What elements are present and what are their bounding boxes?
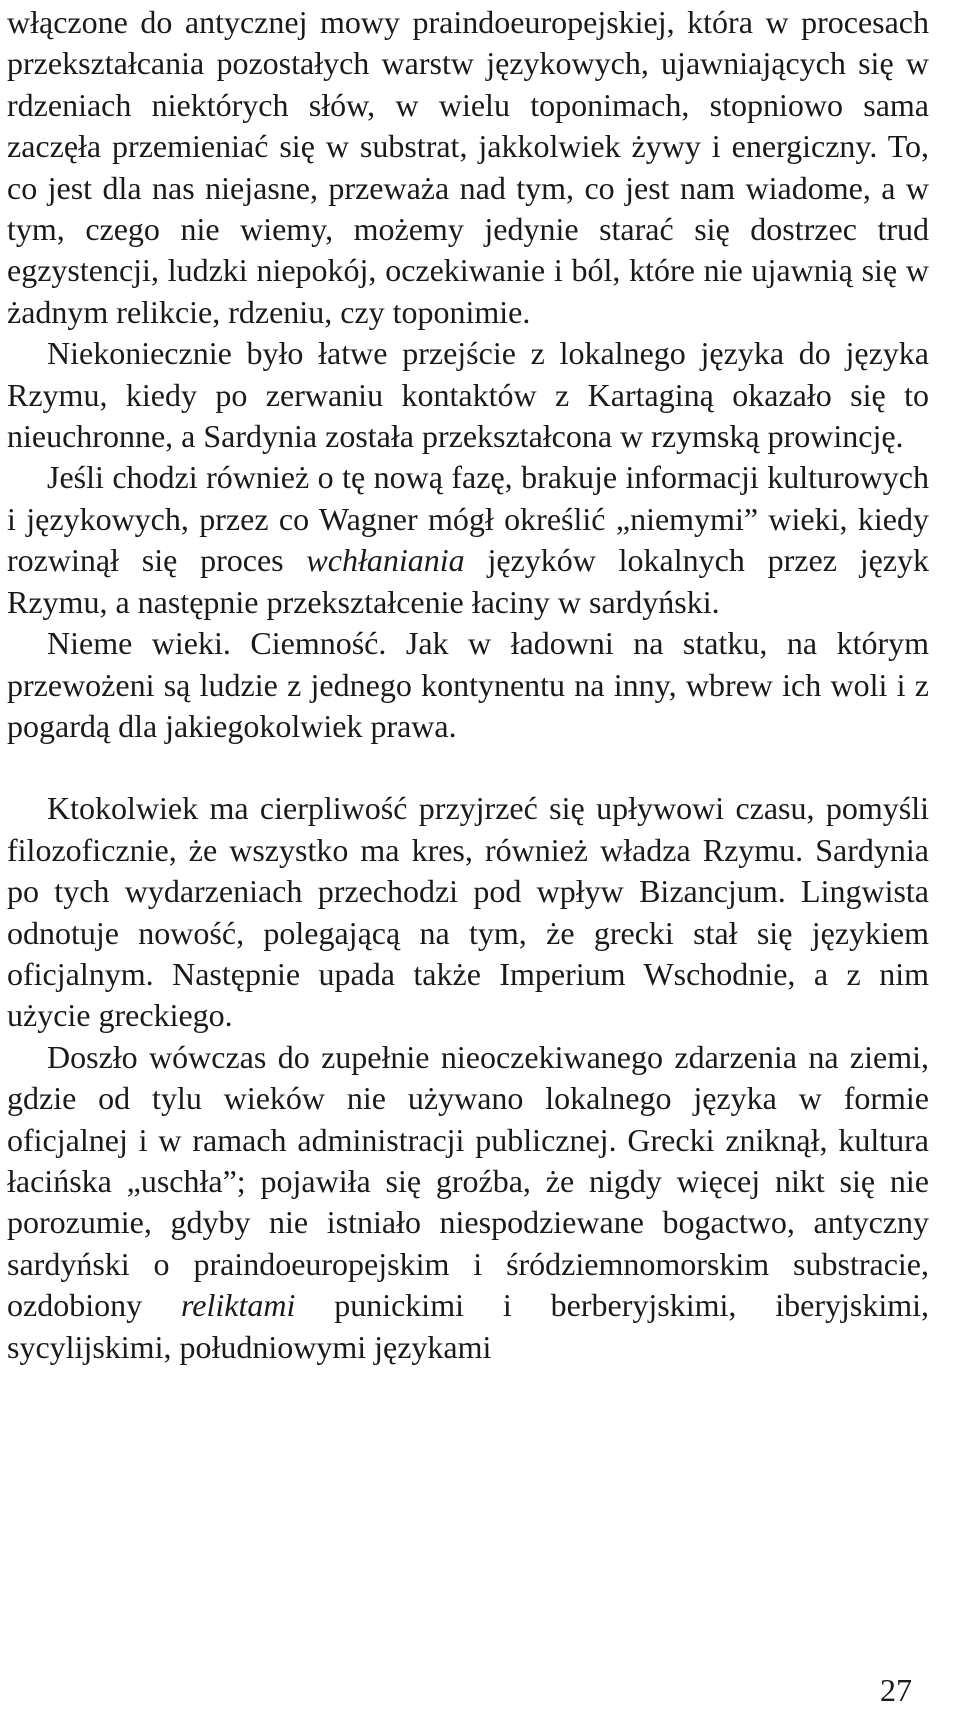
paragraph-silent-ages (7, 457, 929, 623)
paragraph-text: Ktokolwiek ma cierpliwość przyjrzeć się upływowi czasu, pomyśli filozoficznie, że wszystko ma kres, również władza Rzymu. Sardynia po tych wydarzeniach przechodzi pod wpływ Bizancjum. Lingwista odnotuje nowość, polegającą na tym, że grecki stał się językiem oficjalnym. Następnie upada także Imperium Wschodnie, a z nim użycie greckiego. (7, 790, 929, 1034)
paragraph-text: Doszło wówczas do zupełnie nieoczekiwanego zdarzenia na ziemi, gdzie od tylu wieków nie używano lokalnego języka w formie oficjalnej i w ramach administracji publicznej. Grecki zniknął, kultura łacińska „uschła”; pojawiła się groźba, że nigdy więcej nikt się nie porozumie, gdyby nie istniało niespodziewane bogactwo, antyczny sardyński o praindoeuropejskim i śródziemnomorskim substracie, ozdobiony (7, 1038, 929, 1324)
paragraph-sardinian-language (7, 1037, 929, 1368)
italic-term: reliktami (180, 1287, 296, 1324)
paragraph-substrat (7, 2, 929, 333)
paragraph-text: języków lokalnych przez język Rzymu, a następnie przekształcenie łaciny w sardyński. (7, 542, 930, 620)
paragraph-latin-transition (7, 333, 929, 457)
paragraph-text: Jeśli chodzi również o tę nową fazę, brakuje informacji kulturowych i językowych, przez co Wagner mógł określić „niemymi” wieki, kiedy rozwinął się proces (7, 459, 929, 579)
paragraph-gap (7, 747, 929, 788)
italic-term: wchłaniania (306, 542, 465, 579)
paragraph-darkness (7, 623, 929, 747)
paragraph-text: punickimi i berberyjskimi, iberyjskimi, sycylijskimi, południowymi językami (7, 1287, 930, 1365)
paragraph-byzantium (7, 788, 929, 1036)
paragraph-text: włączone do antycznej mowy praindoeuropejskiej, która w procesach przekształcania pozostałych warstw językowych, ujawniających się w rdzeniach niektórych słów, w wielu toponimach, stopniowo sama zaczęła przemieniać się w substrat, jakkolwiek żywy i energiczny. (7, 4, 929, 165)
paragraph-text: Niekoniecznie było łatwe przejście z lokalnego języka do języka Rzymu, kiedy po zerwaniu kontaktów z Kartaginą okazało się to nieuchronne, a Sardynia została przekształcona w rzymską prowincję. (7, 335, 929, 455)
document-page (7, 2, 929, 1368)
paragraph-text: Nieme wieki. Ciemność. Jak w ładowni na statku, na którym przewożeni są ludzie z jednego kontynentu na inny, wbrew ich woli i z pogardą dla jakiegokolwiek prawa. (7, 625, 929, 744)
paragraph-text: To, co jest dla nas niejasne, przeważa nad tym, co jest nam wiadome, a w tym, czego nie wiemy, możemy jedynie starać się dostrzec trud egzystencji, ludzki niepokój, oczekiwanie i ból, które nie ujawnią się w żadnym relikcie, rdzeniu, czy toponimie. (7, 128, 929, 330)
page-number: 27 (880, 1672, 912, 1708)
